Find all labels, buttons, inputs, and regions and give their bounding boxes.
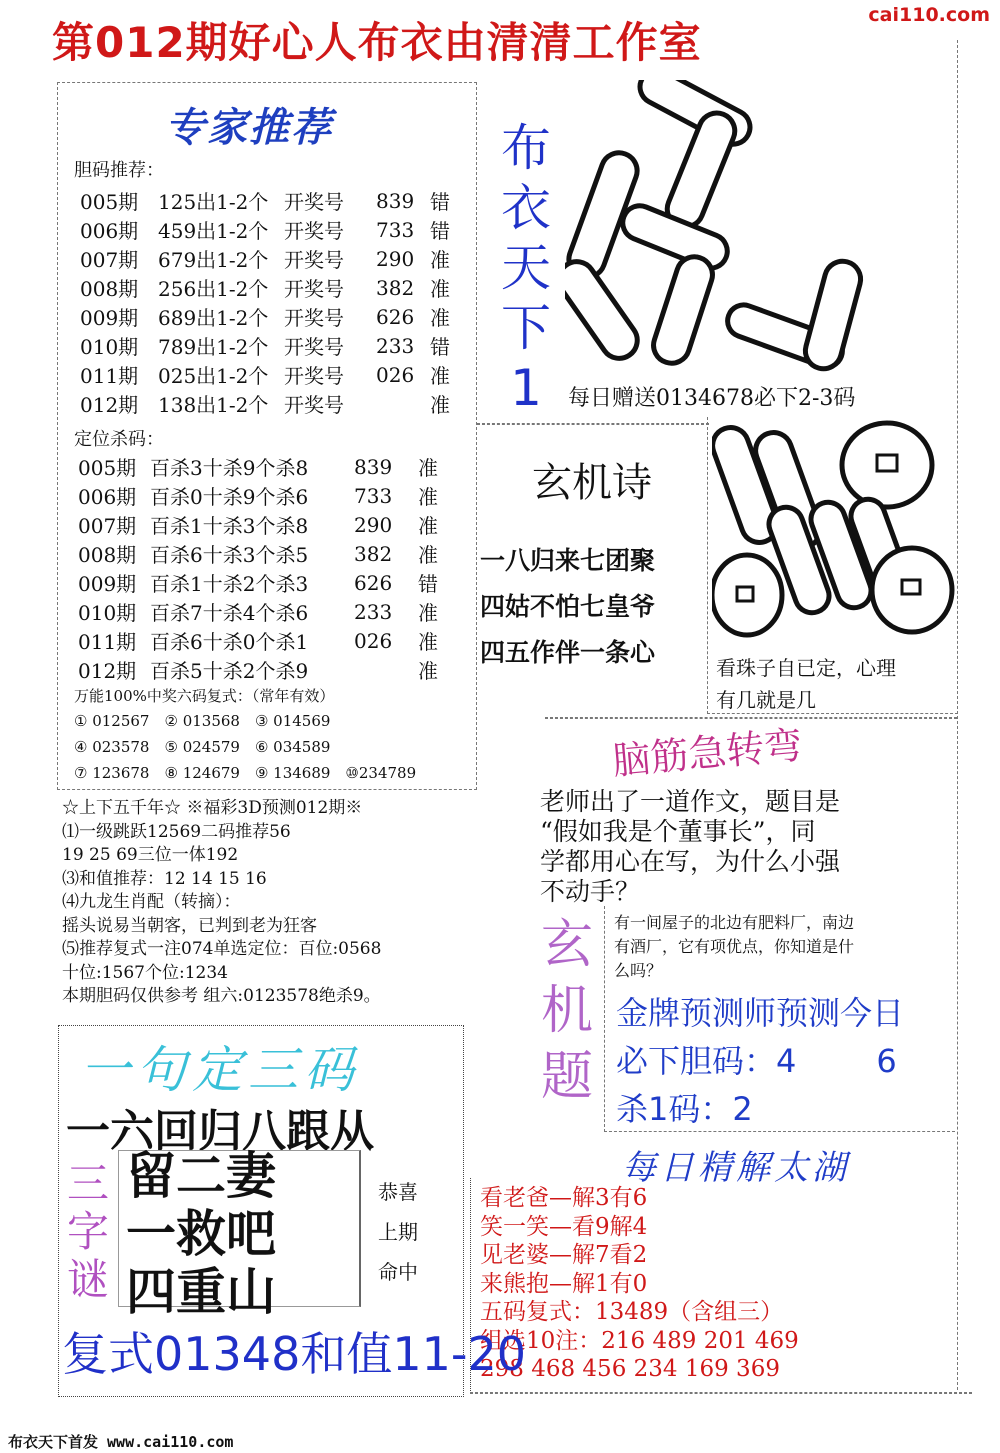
brain-riddle: 老师出了一道作文，题目是 “假如我是个董事长”，同 学都用心在写，为什么小强 不动手？ (540, 787, 841, 906)
kill-rec: 百杀6十杀3个杀5 (150, 543, 309, 567)
kill-row (78, 452, 448, 481)
dan-label: 开奖号 (284, 190, 344, 214)
kill-row (78, 597, 448, 626)
dan-rec: 459出1-2个 (158, 219, 269, 243)
kill-res: 准 (418, 543, 438, 567)
beads-caption: 看珠子自已定，心理 有几就是几 (716, 656, 896, 712)
combo-line: ① 012567 ② 013568 ③ 014569 (74, 712, 331, 730)
dan-rec: 025出1-2个 (158, 364, 269, 388)
dan-table (80, 186, 460, 418)
poem-line: 四姑不怕七皇爷 (480, 592, 656, 621)
history-line: 摇头说易当朝客，已判到老为狂客 (62, 915, 317, 936)
expert-title: 专家推荐 (165, 105, 333, 151)
kill-rec: 百杀7十杀4个杀6 (150, 601, 309, 625)
poem-lines (480, 538, 655, 676)
dan-period: 009期 (80, 306, 139, 330)
kill-period: 010期 (78, 601, 137, 625)
kill-row (78, 481, 448, 510)
dan-period: 007期 (80, 248, 139, 272)
kill-row (78, 655, 448, 684)
history-line: ⑸推荐复式一注074单选定位：百位:0568 (62, 939, 382, 959)
dan-row (80, 389, 460, 418)
kill-table (78, 452, 448, 684)
kill-rec: 百杀3十杀9个杀8 (150, 456, 309, 480)
dan-res: 准 (430, 393, 450, 417)
poem-divider (477, 423, 709, 425)
dan-row (80, 186, 460, 215)
kill-row (78, 626, 448, 655)
history-line: ⑶和值推荐：12 14 15 16 (62, 868, 267, 889)
page-title: 第012期好心人布衣由清清工作室 (52, 18, 702, 67)
history-line: 十位:1567个位:1234 (62, 962, 228, 983)
dan-row (80, 244, 460, 273)
dan-period: 005期 (80, 190, 139, 214)
poem-line: 四五作伴一条心 (480, 638, 656, 667)
history-line: ☆上下五千年☆ ※福彩3D预测012期※ (62, 798, 363, 818)
kill-res: 准 (418, 659, 438, 683)
kill-res: 准 (418, 514, 438, 538)
fushi-line: 复式01348和值11-20 (62, 1327, 526, 1381)
kill-row (78, 568, 448, 597)
gold-title: 金牌预测师预测今日 (616, 994, 905, 1032)
history-line: 本期胆码仅供参考 组六:0123578绝杀9。 (62, 986, 381, 1006)
dan-label: 开奖号 (284, 277, 344, 301)
kill-period: 008期 (78, 543, 137, 567)
poem-title: 玄机诗 (532, 460, 652, 506)
kill-rec: 百杀0十杀9个杀6 (150, 485, 309, 509)
dan-num: 839 (376, 188, 415, 213)
history-block (62, 797, 381, 1009)
dan-rec: 256出1-2个 (158, 277, 269, 301)
kill-period: 006期 (78, 485, 137, 509)
taihu-lines: 看老爸—解3有6 笑一笑—看9解4 见老婆—解7看2 来熊抱—解1有0 五码复式：13489（含组三） 组选10注：216 489 201 469 298 468 456 234 169 369 (480, 1185, 799, 1382)
dan-period: 006期 (80, 219, 139, 243)
riddle-words: 留二妻 一救吧 四重山 (126, 1146, 276, 1321)
dan-rec: 679出1-2个 (158, 248, 269, 272)
dan-res: 错 (430, 190, 450, 214)
dan-label: 胆码推荐： (74, 160, 164, 181)
dan-num: 626 (376, 304, 415, 329)
combo-line: ⑦ 123678 ⑧ 124679 ⑨ 134689 ⑩234789 (74, 764, 417, 782)
kill-rec: 百杀1十杀2个杀3 (150, 572, 309, 596)
xuanji-vertical: 玄 机 题 (540, 915, 593, 1107)
dan-label: 开奖号 (284, 219, 344, 243)
dan-rec: 689出1-2个 (158, 306, 269, 330)
combo-line: ④ 023578 ⑤ 024579 ⑥ 034589 (74, 738, 331, 756)
dan-res: 错 (430, 335, 450, 359)
history-line: ⑴一级跳跃12569二码推荐56 (62, 821, 291, 842)
bottom-border (470, 1392, 972, 1394)
combo-label: 万能100%中奖六码复式：（常年有效） (74, 687, 335, 705)
kill-row (78, 539, 448, 568)
dan-row (80, 273, 460, 302)
buyi-vertical: 布 衣 天 下 1 (501, 119, 551, 417)
one-line-phrase: 一六回归八跟从 (66, 1106, 374, 1157)
history-line: 19 25 69三位一体192 (62, 845, 239, 865)
kill-period: 012期 (78, 659, 137, 683)
kill-label: 定位杀码： (74, 429, 164, 450)
three-char-vertical: 三 字 谜 (66, 1159, 109, 1304)
footer-text: 布衣天下首发 www.cai110.com (8, 1433, 234, 1451)
daily-gift: 每日赠送0134678必下2-3码 (568, 386, 856, 411)
kill-num: 026 (354, 628, 393, 653)
dan-num: 233 (376, 333, 415, 358)
dan-res: 错 (430, 219, 450, 243)
dan-label: 开奖号 (284, 306, 344, 330)
dan-period: 008期 (80, 277, 139, 301)
dan-row (80, 360, 460, 389)
dan-rec: 125出1-2个 (158, 190, 269, 214)
taihu-title: 每日精解太湖 (622, 1148, 850, 1188)
dan-period: 010期 (80, 335, 139, 359)
dan-num: 733 (376, 217, 415, 242)
xuanji-riddle: 有一间屋子的北边有肥料厂，南边 有酒厂，它有项优点，你知道是什 么吗？ (614, 913, 855, 980)
right-border (957, 40, 958, 1390)
dan-rec: 789出1-2个 (158, 335, 269, 359)
kill-res: 准 (418, 630, 438, 654)
dan-label: 开奖号 (284, 364, 344, 388)
kill-row (78, 510, 448, 539)
dan-row (80, 302, 460, 331)
kill-num: 233 (354, 599, 393, 624)
dan-num: 026 (376, 362, 415, 387)
kill-num: 733 (354, 483, 393, 508)
dan-res: 准 (430, 364, 450, 388)
dan-res: 准 (430, 277, 450, 301)
kill-num: 382 (354, 541, 393, 566)
dan-num: 382 (376, 275, 415, 300)
kill-period: 009期 (78, 572, 137, 596)
one-line-title: 一句定三码 (80, 1041, 360, 1099)
kill-res: 准 (418, 456, 438, 480)
kill-num: 290 (354, 512, 393, 537)
dan-num (376, 389, 430, 418)
history-line: ⑷九龙生肖配（转摘）： (62, 892, 241, 912)
kill-res: 准 (418, 485, 438, 509)
kill-num: 839 (354, 454, 393, 479)
dan-label: 开奖号 (284, 393, 344, 417)
dan-row (80, 331, 460, 360)
kill-one: 杀1码：2 (616, 1090, 753, 1128)
must-dan: 必下胆码：4 6 (616, 1042, 897, 1080)
dan-rec: 138出1-2个 (158, 393, 269, 417)
kill-res: 准 (418, 601, 438, 625)
dan-res: 准 (430, 306, 450, 330)
dan-row (80, 215, 460, 244)
congrats: 恭喜 上期 命中 (378, 1180, 418, 1284)
beads-box (707, 417, 958, 714)
kill-rec: 百杀5十杀2个杀9 (150, 659, 309, 683)
brain-title: 脑筋急转弯 (610, 722, 804, 784)
dan-period: 012期 (80, 393, 139, 417)
kill-num (354, 655, 418, 684)
kill-period: 007期 (78, 514, 137, 538)
dan-label: 开奖号 (284, 335, 344, 359)
kill-rec: 百杀6十杀0个杀1 (150, 630, 309, 654)
kill-period: 011期 (78, 630, 137, 654)
kill-period: 005期 (78, 456, 137, 480)
site-url[interactable]: cai110.com (868, 4, 990, 26)
kill-rec: 百杀1十杀3个杀8 (150, 514, 309, 538)
segment-digit-drawing (565, 80, 865, 380)
dan-period: 011期 (80, 364, 139, 388)
kill-num: 626 (354, 570, 393, 595)
kill-res: 错 (418, 572, 438, 596)
dan-label: 开奖号 (284, 248, 344, 272)
dan-res: 准 (430, 248, 450, 272)
poem-line: 一八归来七团聚 (480, 546, 656, 575)
dan-num: 290 (376, 246, 415, 271)
